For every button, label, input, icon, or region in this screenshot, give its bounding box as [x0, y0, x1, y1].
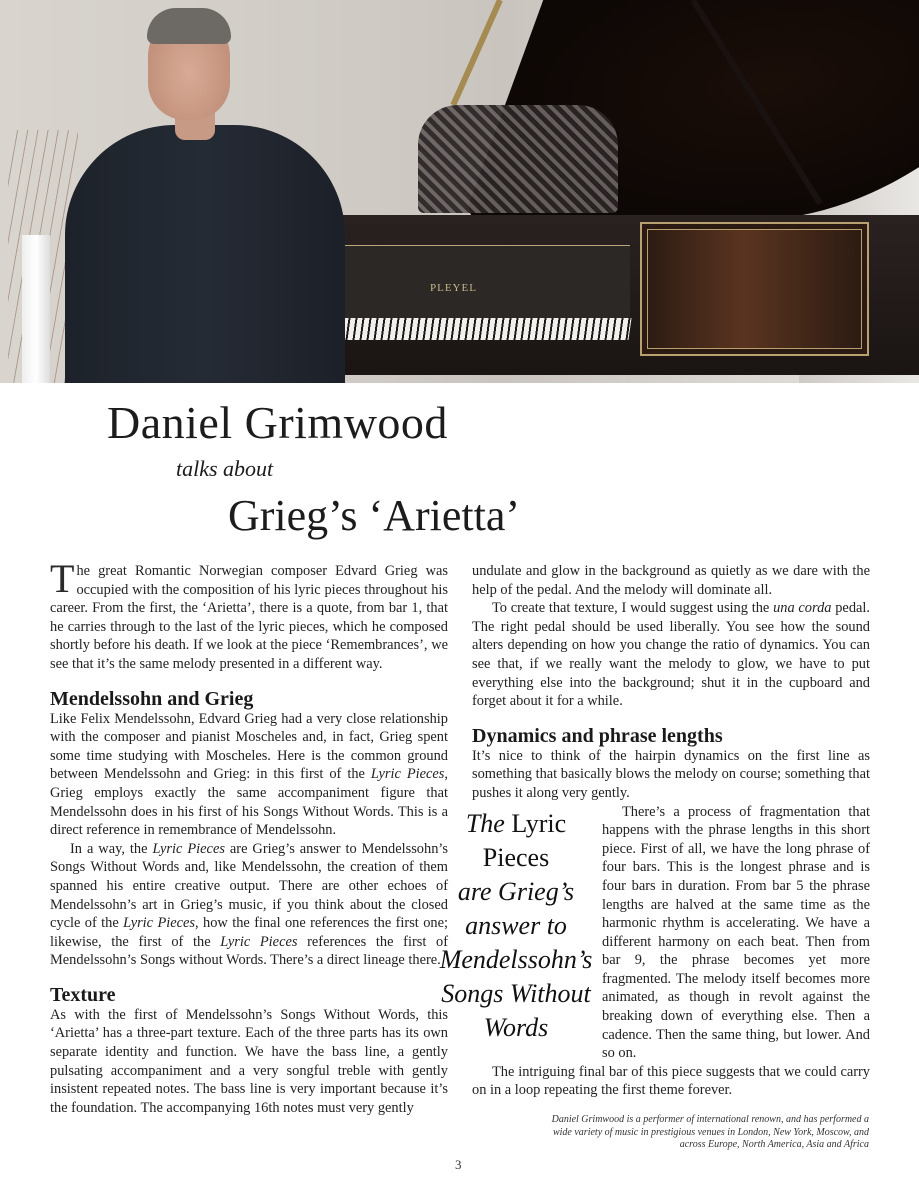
piano-side-panel: [640, 222, 869, 356]
piano-lid-edge: [450, 0, 502, 106]
article-title-subject: Grieg’s ‘Arietta’: [228, 491, 520, 540]
paragraph: It’s nice to think of the hairpin dynamics on the first line as something that basically blows the melody on course; something that pushes it along very gently.: [472, 747, 870, 801]
paragraph: There’s a process of fragmentation that happens with the phrase lengths in this short piece. First of all, we have the long phrase of four bars. This is the longest phrase and is four bars in duration. From bar 5 the phrase lengths are halved at the same time as the harmonic rhythm is accelerating. We have a different harmony on each beat. Then from bar 9, the phrase becomes yet more fragmented. The melody itself becomes more animated, as though in revolt against the breaking down of everything else. Then a cadence. Then the same thing, but lower. And so on.: [602, 803, 870, 1062]
person-hair: [147, 8, 231, 44]
vase: [22, 235, 50, 383]
piano-brand-label: PLEYEL: [430, 282, 477, 294]
paragraph: undulate and glow in the background as quietly as we dare with the help of the pedal. And the melody will dominate all.: [472, 563, 870, 598]
article-title-author: Daniel Grimwood: [107, 397, 448, 448]
author-bio: Daniel Grimwood is a performer of international renown, and has performed a wide variety of music in prestigious venues in London, New York, Moscow, and across Europe, North America, Asia and Africa: [551, 1114, 869, 1150]
intro-text: he great Romantic Norwegian composer Edvard Grieg was occupied with the composition of his lyric pieces throughout his career. From the first, the ‘Arietta’, there is a quote, from bar 1, that he carries through to the last of the lyric pieces, which he composed shortly before his death. If we look at the piece ‘Remembrances’, we see that it’s the same melody presented in a different way.: [50, 563, 448, 672]
pull-quote: The Lyric Pieces are Grieg’s answer to Mendelssohn’s Songs Without Words: [439, 808, 593, 1042]
hero-photo: [0, 0, 919, 383]
piano-keyboard: [298, 318, 631, 340]
drop-cap: T: [50, 556, 75, 601]
person-shirt: [65, 125, 345, 383]
piano-music-desk: [418, 105, 618, 213]
paragraph: As with the first of Mendelssohn’s Songs Without Words, this ‘Arietta’ has a three-part texture. Each of the three parts has its own separate identity and function. We have the bass line, a gently pulsating accompaniment and a very songful treble with gently insistent repeated notes. The bass line is very important because it’s the foundation. The accompanying 16th notes must very gently: [50, 1006, 448, 1116]
paragraph: To create that texture, I would suggest using the una corda pedal. The right pedal should be used liberally. You see how the sound alters depending on how you change the ratio of dynamics. You can see that, if we really want the melody to glow, we have to put everything else into the background; shut it in the cupboard and forget about it for a while.: [472, 600, 870, 710]
section-heading-dynamics: Dynamics and phrase lengths: [472, 724, 723, 747]
paragraph: In a way, the Lyric Pieces are Grieg’s answer to Mendelssohn’s Songs Without Words and, like Mendelssohn, the creation of them spanned his entire creative output. There are other echoes of Mendelssohn’s art in Grieg’s music, if you think about the closed cycle of the Lyric Pieces, how the final one references the first one; likewise, the first of the Lyric Pieces references the first of Mendelssohn’s Songs without Words. There’s a direct lineage there.: [50, 840, 449, 969]
article-title-connector: talks about: [176, 456, 274, 481]
paragraph: Like Felix Mendelssohn, Edvard Grieg had a very close relationship with the composer and pianist Moscheles and, in fact, Grieg spent some time studying with Moscheles. Here is the common ground between Mendelssohn and Grieg: in this first of the Lyric Pieces, Grieg employs exactly the same accompaniment figure that Mendelssohn does in his first of his Songs Without Words. This is a direct reference in remembrance of Mendelssohn.: [50, 710, 448, 839]
page-number: 3: [455, 1157, 462, 1172]
section-heading-mendelssohn: Mendelssohn and Grieg: [50, 687, 254, 710]
article-column-left: [50, 556, 449, 1117]
section-heading-texture: Texture: [50, 983, 116, 1006]
article-column-right: [439, 562, 870, 1100]
paragraph: The intriguing final bar of this piece suggests that we could carry on in a loop repeating the first theme forever.: [472, 1063, 870, 1099]
intro-paragraph: [50, 556, 448, 674]
